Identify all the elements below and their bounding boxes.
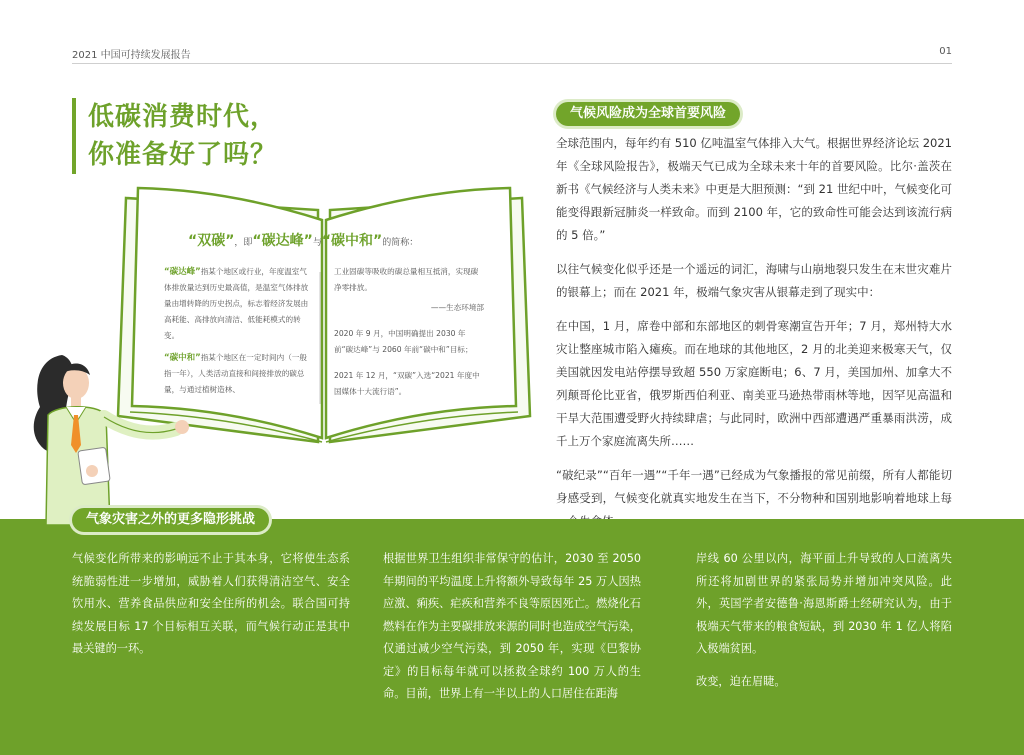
event-2021: 2021 年 12 月，“双碳”入选“2021 年度中国媒体十大流行语”。 — [334, 371, 480, 396]
page-number: 01 — [939, 46, 952, 57]
risk-paragraph-1: 全球范围内，每年约有 510 亿吨温室气体排入大气。根据世界经济论坛 2021 年《全球风险报告》，极端天气已成为全球未来十年的首要风险。比尔·盖茨在新书《气候经济与人类未来》中更是大胆预测：“到 21 世纪中叶，气候变化可能变得跟新冠肺炎一样致命。而到 2100 年，它的致命性可能会达到该流行病的 5 倍。” — [556, 136, 952, 242]
hidden-column-1 — [72, 548, 350, 671]
term-dual-carbon: “双碳” — [188, 233, 235, 249]
book-right-page — [334, 264, 484, 410]
hidden-col3-paragraph-2: 改变，迫在眉睫。 — [696, 674, 786, 688]
peak-text: 指某个地区或行业，年度温室气体排放量达到历史最高值，是温室气体排放量由增转降的历史拐点，标志着经济发展由高耗能、高排放向清洁、低能耗模式的转变。 — [164, 267, 309, 340]
climate-risk-text — [556, 132, 952, 544]
neutral-definition-cont: 工业固碳等吸收的碳总量相互抵消，实现碳净零排放。 — [334, 267, 479, 292]
report-title: 2021 中国可持续发展报告 — [72, 50, 191, 61]
section-heading-climate-risk: 气候风险成为全球首要风险 — [556, 102, 740, 126]
title-suffix: 的简称： — [382, 238, 419, 248]
neutral-text: 指某个地区在一定时间内（一般指一年），人类活动直接和间接排放的碳总量，与通过植树造林、 — [164, 353, 307, 394]
header-divider — [72, 63, 952, 64]
hidden-col3-paragraph-1: 岸线 60 公里以内，海平面上升导致的人口流离失所还将加剧世界的紧张局势并增加冲突风险。此外，英国学者安德鲁·海恩斯爵士经研究认为，由于极端天气带来的粮食短缺，到 2030 年 1 亿人将陷入极端贫困。 — [696, 552, 952, 655]
risk-paragraph-2: 以往气候变化似乎还是一个遥远的词汇，海啸与山崩地裂只发生在末世灾难片的银幕上；而在 2021 年，极端气象灾害从银幕走到了现实中： — [556, 262, 952, 299]
hidden-column-2 — [383, 548, 641, 716]
neutral-term: “碳中和” — [164, 353, 201, 363]
book-title — [188, 230, 418, 250]
risk-paragraph-3: 在中国，1 月，席卷中部和东部地区的刺骨寒潮宣告开年；7 月，郑州特大水灾让整座城市陷入瘫痪。而在地球的其他地区，2 月的北美迎来极寒天气，仅美国就因发电站停摆导致超 550 万家庭断电；6、7 月，美国加州、加拿大不列颠哥伦比亚省，俄罗斯西伯利亚、南美亚马逊热带雨林等地，因罕见高温和干旱大范围遭受野火持续肆虐；与此同时，欧洲中西部遭遇严重暴雨洪涝，成千上万个家庭流离失所…… — [556, 319, 952, 448]
definition-source: ——生态环境部 — [430, 303, 484, 312]
event-2020: 2020 年 9 月，中国明确提出 2030 年前“碳达峰”与 2060 年前“碳中和”目标； — [334, 329, 473, 354]
hidden-column-3 — [696, 548, 952, 703]
hidden-col1-paragraph-1: 气候变化所带来的影响远不止于其本身，它将使生态系统脆弱性进一步增加，威胁着人们获得清洁空气、安全饮用水、营养食品供应和安全住所的机会。联合国可持续发展目标 17 个目标相互关联，而气候行动正是其中最关键的一环。 — [72, 552, 350, 655]
title-sep-2: 与 — [312, 238, 322, 248]
headline-line-2: 你准备好了吗？ — [88, 140, 278, 170]
term-carbon-neutral: “碳中和” — [321, 233, 383, 249]
risk-paragraph-4: “破纪录”“百年一遇”“千年一遇”已经成为气象播报的常见前缀，所有人都能切身感受到，气候变化就真实地发生在当下，不分物种和国别地影响着地球上每 — [556, 468, 952, 505]
woman-presenter-icon — [26, 345, 196, 525]
section-heading-hidden-challenges: 气象灾害之外的更多隐形挑战 — [72, 508, 269, 532]
page-headline — [72, 98, 277, 174]
headline-line-1: 低碳消费时代， — [88, 102, 278, 132]
presenter-illustration — [26, 345, 196, 525]
title-sep-1: ，即 — [234, 238, 253, 248]
hidden-col2-paragraph-1: 根据世界卫生组织非常保守的估计，2030 至 2050 年期间的平均温度上升将额外导致每年 25 万人因热应激、痢疾、疟疾和营养不良等原因死亡。燃烧化石燃料在作为主要碳排放来源的同时也造成空气污染，仅通过减少空气污染，到 2050 年，实现《巴黎协定》的目标每年就可以拯救全球约 100 万人的生命。目前，世界上有一半以上的人口居住在距海 — [383, 552, 641, 700]
peak-definition — [164, 264, 312, 344]
peak-term: “碳达峰” — [164, 267, 201, 277]
term-carbon-peak: “碳达峰” — [252, 233, 313, 249]
